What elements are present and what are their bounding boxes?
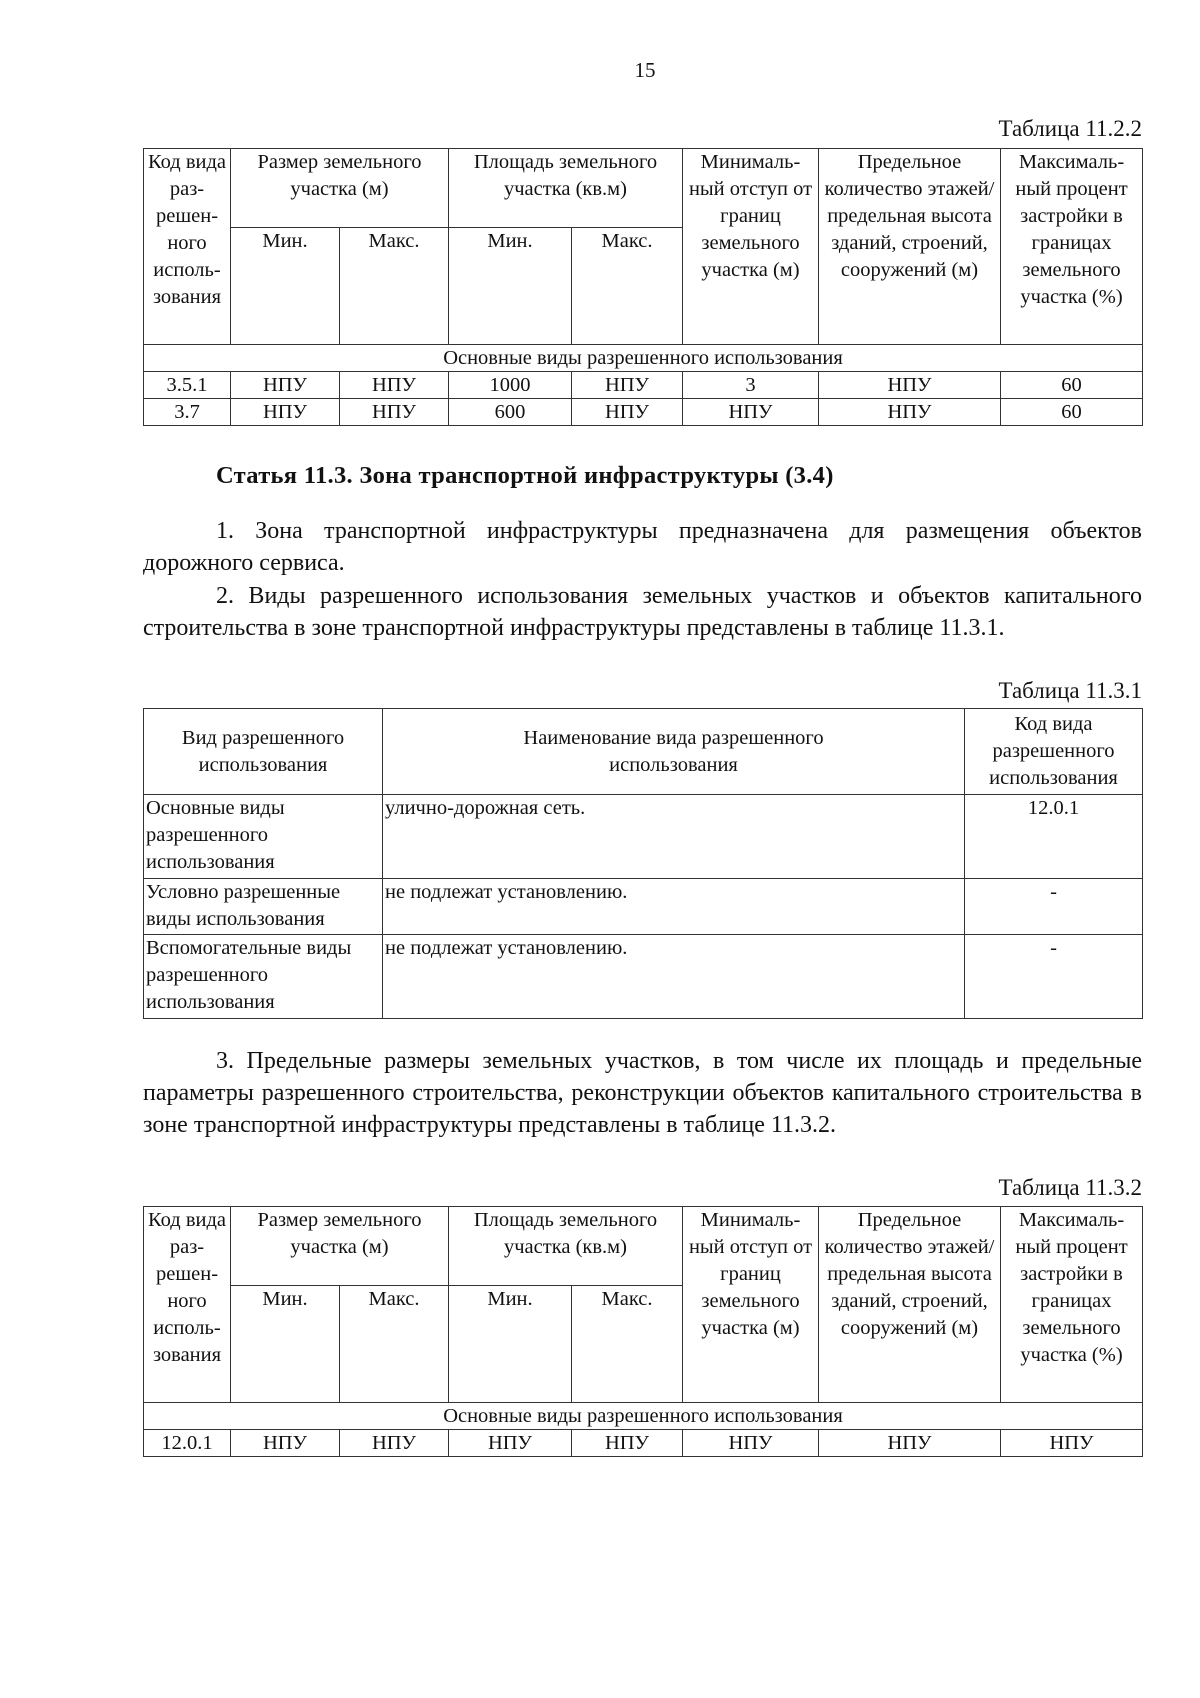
cell: НПУ xyxy=(572,372,683,399)
header-floors: Предельное количество этажей/ предельная высота зданий, строений, сооружений (м) xyxy=(819,149,1001,345)
header-size-max: Макс. xyxy=(340,1286,449,1403)
table-row xyxy=(144,1430,1143,1457)
header-area-min: Мин. xyxy=(449,1286,572,1403)
table-header-row xyxy=(144,149,1143,228)
paragraph-1: 1. Зона транспортной инфраструктуры предназначена для размещения объектов дорожного сервиса. xyxy=(143,518,1142,576)
cell: НПУ xyxy=(231,399,340,426)
table-11-3-2 xyxy=(143,1206,1143,1457)
header-name: Наименование вида разрешенного использования xyxy=(383,709,965,795)
cell: НПУ xyxy=(819,1430,1001,1457)
cell: 60 xyxy=(1001,399,1143,426)
header-area-max: Макс. xyxy=(572,228,683,345)
header-area-min: Мин. xyxy=(449,228,572,345)
cell-code: 12.0.1 xyxy=(965,795,1143,879)
header-floors: Предельное количество этажей/ предельная высота зданий, строений, сооружений (м) xyxy=(819,1207,1001,1403)
cell-code: 12.0.1 xyxy=(144,1430,231,1457)
table-row xyxy=(144,935,1143,1019)
cell: 60 xyxy=(1001,372,1143,399)
page-number: 15 xyxy=(634,58,656,82)
paragraph-3: 3. Предельные размеры земельных участков, в том числе их площадь и предельные параметры разрешенного строительства, реконструкции объектов капитального строительства в зоне транспортной инфраструктуры представлены в таблице 11.3.2. xyxy=(143,1048,1142,1138)
header-size: Размер земельного участка (м) xyxy=(231,1207,449,1286)
header-setback: Минималь-ный отступ от границ земельного участка (м) xyxy=(683,149,819,345)
table-row xyxy=(144,372,1143,399)
cell-code: 3.5.1 xyxy=(144,372,231,399)
cell: НПУ xyxy=(683,1430,819,1457)
paragraph-2: 2. Виды разрешенного использования земельных участков и объектов капитального строительства в зоне транспортной инфраструктуры представлены в таблице 11.3.1. xyxy=(143,583,1142,641)
cell: 600 xyxy=(449,399,572,426)
header-size-min: Мин. xyxy=(231,1286,340,1403)
table-11-3-1 xyxy=(143,708,1143,1019)
header-code: Код вида раз-решен-ного исполь-зования xyxy=(144,149,231,345)
cell: 3 xyxy=(683,372,819,399)
header-code: Код вида раз-решен-ного исполь-зования xyxy=(144,1207,231,1403)
table-row xyxy=(144,879,1143,935)
header-type: Вид разрешенного использования xyxy=(144,709,383,795)
table-11-2-2 xyxy=(143,148,1143,426)
cell: НПУ xyxy=(340,372,449,399)
cell: НПУ xyxy=(819,372,1001,399)
cell: 1000 xyxy=(449,372,572,399)
cell: НПУ xyxy=(683,399,819,426)
article-heading: Статья 11.3. Зона транспортной инфраструктуры (3.4) xyxy=(216,462,834,489)
table-caption-11-3-1: Таблица 11.3.1 xyxy=(998,678,1142,703)
table-header-row xyxy=(144,1207,1143,1286)
cell-type: Вспомогательные виды разрешенного использования xyxy=(144,935,383,1019)
cell: НПУ xyxy=(449,1430,572,1457)
table-section-row xyxy=(144,1403,1143,1430)
cell: НПУ xyxy=(819,399,1001,426)
cell: НПУ xyxy=(231,372,340,399)
cell: НПУ xyxy=(572,1430,683,1457)
header-area-max: Макс. xyxy=(572,1286,683,1403)
cell-name: улично-дорожная сеть. xyxy=(383,795,965,879)
header-setback: Минималь-ный отступ от границ земельного участка (м) xyxy=(683,1207,819,1403)
header-size: Размер земельного участка (м) xyxy=(231,149,449,228)
table-caption-11-3-2: Таблица 11.3.2 xyxy=(998,1175,1142,1200)
table-row xyxy=(144,399,1143,426)
cell: НПУ xyxy=(340,399,449,426)
cell-type: Условно разрешенные виды использования xyxy=(144,879,383,935)
cell-code: 3.7 xyxy=(144,399,231,426)
table-header-row xyxy=(144,709,1143,795)
section-label: Основные виды разрешенного использования xyxy=(144,1403,1143,1430)
cell: НПУ xyxy=(1001,1430,1143,1457)
cell: НПУ xyxy=(231,1430,340,1457)
header-percent: Максималь-ный процент застройки в границах земельного участка (%) xyxy=(1001,149,1143,345)
cell-code: - xyxy=(965,879,1143,935)
cell: НПУ xyxy=(340,1430,449,1457)
table-row xyxy=(144,795,1143,879)
cell-name: не подлежат установлению. xyxy=(383,879,965,935)
header-size-min: Мин. xyxy=(231,228,340,345)
cell: НПУ xyxy=(572,399,683,426)
cell-type: Основные виды разрешенного использования xyxy=(144,795,383,879)
table-caption-11-2-2: Таблица 11.2.2 xyxy=(998,116,1142,141)
header-size-max: Макс. xyxy=(340,228,449,345)
table-section-row xyxy=(144,345,1143,372)
header-code: Код вида разрешенного использования xyxy=(965,709,1143,795)
cell-name: не подлежат установлению. xyxy=(383,935,965,1019)
header-area: Площадь земельного участка (кв.м) xyxy=(449,1207,683,1286)
section-label: Основные виды разрешенного использования xyxy=(144,345,1143,372)
cell-code: - xyxy=(965,935,1143,1019)
header-percent: Максималь-ный процент застройки в границах земельного участка (%) xyxy=(1001,1207,1143,1403)
header-area: Площадь земельного участка (кв.м) xyxy=(449,149,683,228)
